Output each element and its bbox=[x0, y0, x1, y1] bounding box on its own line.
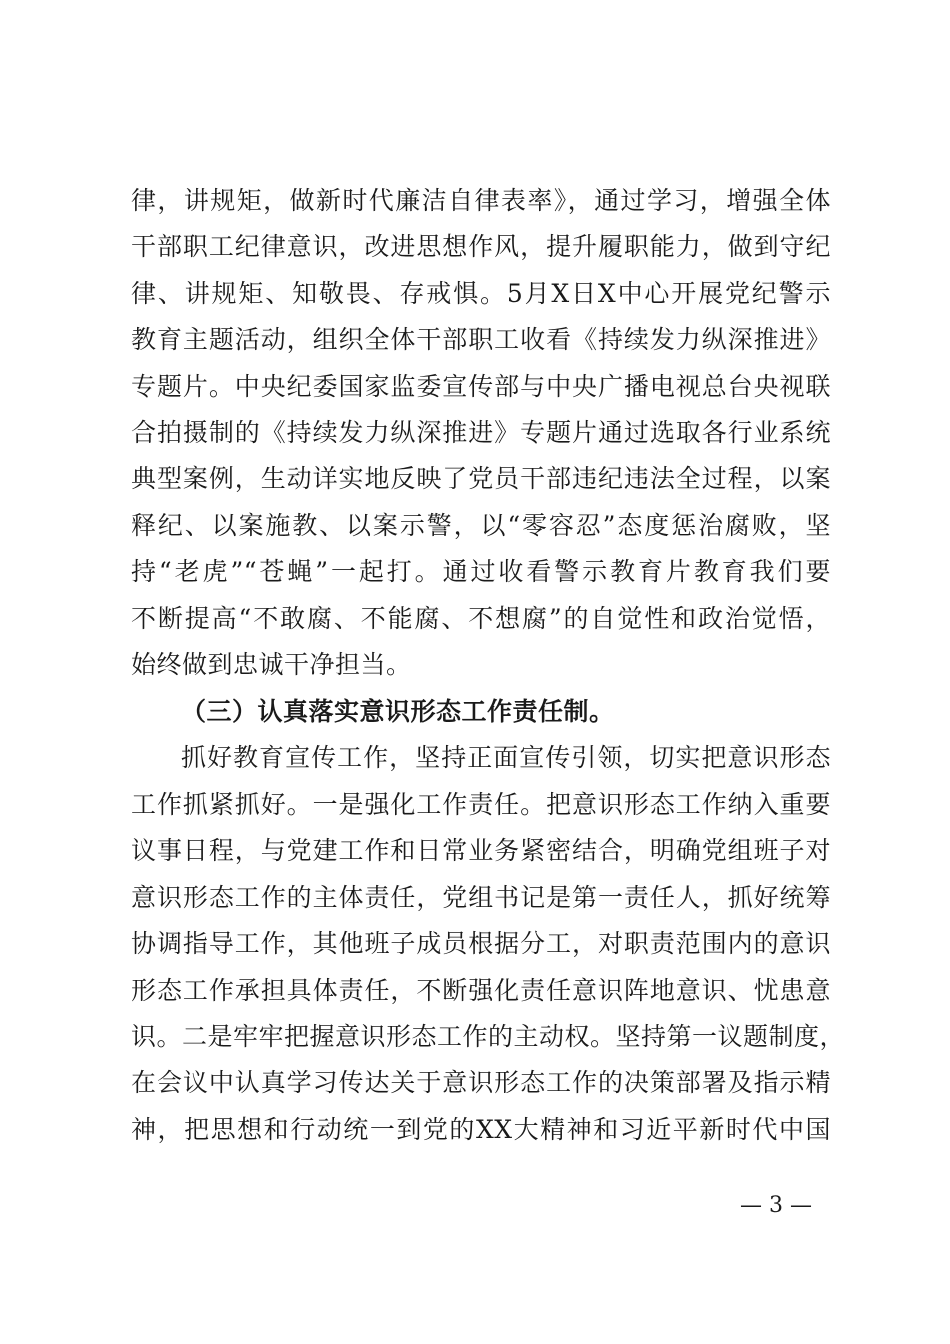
body-text-line: 识。二是牢牢把握意识形态工作的主动权。坚持第一议题制度， bbox=[131, 1022, 846, 1051]
body-text-line: 律，讲规矩，做新时代廉洁自律表率》，通过学习，增强全体 bbox=[131, 186, 831, 215]
page-number: — 3 — bbox=[740, 1193, 812, 1218]
body-text-line: 干部职工纪律意识，改进思想作风，提升履职能力，做到守纪 bbox=[131, 232, 831, 261]
body-text-line: 专题片。中央纪委国家监委宣传部与中央广播电视总台央视联 bbox=[131, 372, 831, 401]
body-text-line: 协调指导工作，其他班子成员根据分工，对职责范围内的意识 bbox=[131, 929, 831, 958]
body-text-line: 工作抓紧抓好。一是强化工作责任。把意识形态工作纳入重要 bbox=[131, 790, 831, 819]
body-text-line: 律、讲规矩、知敬畏、存戒惧。5月X日X中心开展党纪警示 bbox=[131, 279, 831, 308]
body-text-line: 典型案例，生动详实地反映了党员干部违纪违法全过程，以案 bbox=[131, 464, 831, 493]
body-text-line: 神，把思想和行动统一到党的XX大精神和习近平新时代中国 bbox=[131, 1115, 831, 1144]
section-heading: （三）认真落实意识形态工作责任制。 bbox=[181, 697, 615, 726]
body-text-line: 始终做到忠诚干净担当。 bbox=[131, 650, 412, 679]
body-text-line: 议事日程，与党建工作和日常业务紧密结合，明确党组班子对 bbox=[131, 836, 831, 865]
body-text-line: 教育主题活动，组织全体干部职工收看《持续发力纵深推进》 bbox=[131, 325, 831, 354]
body-text-line: 抓好教育宣传工作，坚持正面宣传引领，切实把意识形态 bbox=[181, 743, 831, 772]
body-text-line: 在会议中认真学习传达关于意识形态工作的决策部署及指示精 bbox=[131, 1068, 831, 1097]
body-text-line: 不断提高“不敢腐、不能腐、不想腐”的自觉性和政治觉悟， bbox=[131, 604, 831, 633]
body-text-line: 合拍摄制的《持续发力纵深推进》专题片通过选取各行业系统 bbox=[131, 418, 831, 447]
body-text-line: 释纪、以案施教、以案示警，以“零容忍”态度惩治腐败，坚 bbox=[131, 511, 831, 540]
body-text-line: 形态工作承担具体责任，不断强化责任意识阵地意识、忧患意 bbox=[131, 976, 831, 1005]
body-text-line: 意识形态工作的主体责任，党组书记是第一责任人，抓好统筹 bbox=[131, 883, 831, 912]
body-text-line: 持“老虎”“苍蝇”一起打。通过收看警示教育片教育我们要 bbox=[131, 557, 831, 586]
